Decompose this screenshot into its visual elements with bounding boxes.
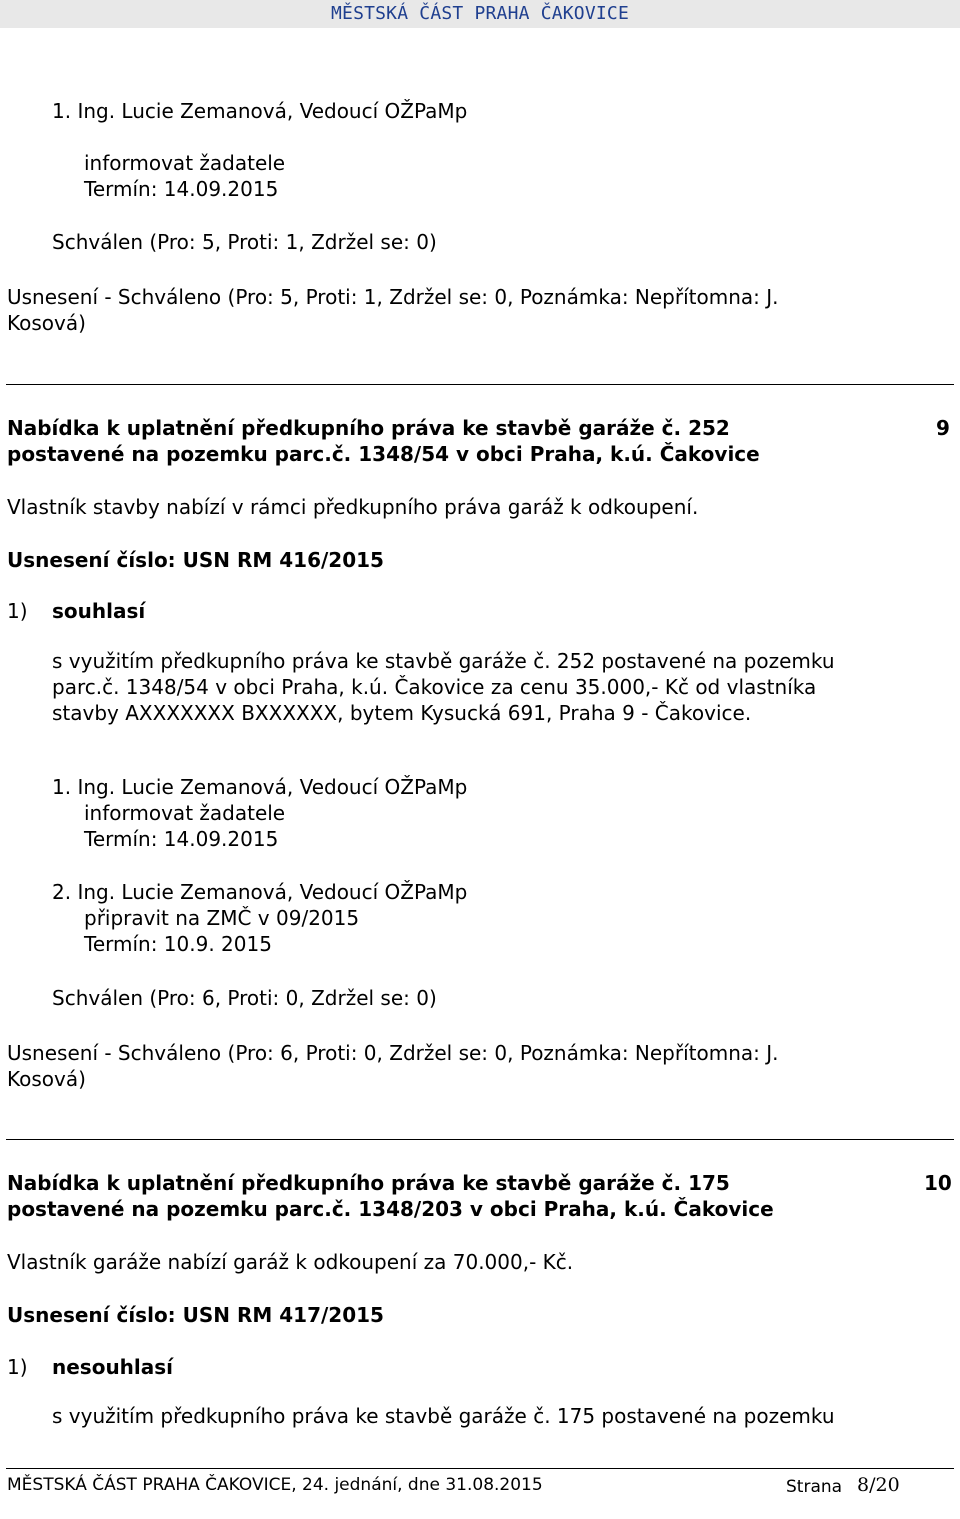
task-deadline: Termín: 14.09.2015 <box>84 827 279 851</box>
section-divider <box>6 384 954 385</box>
footer-page-label: Strana <box>786 1477 843 1497</box>
task-deadline: Termín: 14.09.2015 <box>84 177 279 201</box>
point-text-line1: s využitím předkupního práva ke stavbě garáže č. 252 postavené na pozemku <box>52 649 835 673</box>
point-text-line2: parc.č. 1348/54 v obci Praha, k.ú. Čakovice za cenu 35.000,- Kč od vlastníka <box>52 675 817 699</box>
task-line: 1. Ing. Lucie Zemanová, Vedoucí OŽPaMp <box>52 99 468 123</box>
vote-summary: Schválen (Pro: 5, Proti: 1, Zdržel se: 0) <box>52 230 437 254</box>
point-number: 1) <box>7 599 28 623</box>
resolution-status-line2: Kosová) <box>7 1067 86 1091</box>
resolution-status-line1: Usnesení - Schváleno (Pro: 6, Proti: 0, Zdržel se: 0, Poznámka: Nepřítomna: J. <box>7 1041 779 1065</box>
task-action: připravit na ZMČ v 09/2015 <box>84 906 360 930</box>
item-number: 9 <box>936 416 950 440</box>
item-number: 10 <box>924 1171 952 1195</box>
resolution-number: Usnesení číslo: USN RM 416/2015 <box>7 548 384 572</box>
point-verb: souhlasí <box>52 599 146 623</box>
task-action: informovat žadatele <box>84 801 286 825</box>
page-header-bar <box>0 0 960 28</box>
point-text-line1: s využitím předkupního práva ke stavbě garáže č. 175 postavené na pozemku <box>52 1404 835 1428</box>
task-deadline: Termín: 10.9. 2015 <box>84 932 272 956</box>
task-line: 1. Ing. Lucie Zemanová, Vedoucí OŽPaMp <box>52 775 468 799</box>
page-header-title: MĚSTSKÁ ČÁST PRAHA ČAKOVICE <box>331 3 629 24</box>
point-number: 1) <box>7 1355 28 1379</box>
item-title-line1: Nabídka k uplatnění předkupního práva ke stavbě garáže č. 175 <box>7 1171 730 1195</box>
point-verb: nesouhlasí <box>52 1355 174 1379</box>
item-title-line1: Nabídka k uplatnění předkupního práva ke stavbě garáže č. 252 <box>7 416 730 440</box>
resolution-number: Usnesení číslo: USN RM 417/2015 <box>7 1303 384 1327</box>
task-action: informovat žadatele <box>84 151 286 175</box>
resolution-status-line1: Usnesení - Schváleno (Pro: 5, Proti: 1, Zdržel se: 0, Poznámka: Nepřítomna: J. <box>7 285 779 309</box>
footer-meeting-info: MĚSTSKÁ ČÁST PRAHA ČAKOVICE, 24. jednání, dne 31.08.2015 <box>7 1475 543 1495</box>
point-text-line3: stavby AXXXXXXX BXXXXXX, bytem Kysucká 691, Praha 9 - Čakovice. <box>52 701 752 725</box>
task-line: 2. Ing. Lucie Zemanová, Vedoucí OŽPaMp <box>52 880 468 904</box>
item-title-line2: postavené na pozemku parc.č. 1348/54 v obci Praha, k.ú. Čakovice <box>7 442 760 466</box>
item-title-line2: postavené na pozemku parc.č. 1348/203 v obci Praha, k.ú. Čakovice <box>7 1197 774 1221</box>
vote-summary: Schválen (Pro: 6, Proti: 0, Zdržel se: 0) <box>52 986 437 1010</box>
footer-divider <box>6 1468 954 1469</box>
item-description: Vlastník stavby nabízí v rámci předkupního práva garáž k odkoupení. <box>7 495 699 519</box>
resolution-status-line2: Kosová) <box>7 311 86 335</box>
footer-page-number: 8/20 <box>857 1474 900 1496</box>
section-divider <box>6 1139 954 1140</box>
item-description: Vlastník garáže nabízí garáž k odkoupení za 70.000,- Kč. <box>7 1250 574 1274</box>
